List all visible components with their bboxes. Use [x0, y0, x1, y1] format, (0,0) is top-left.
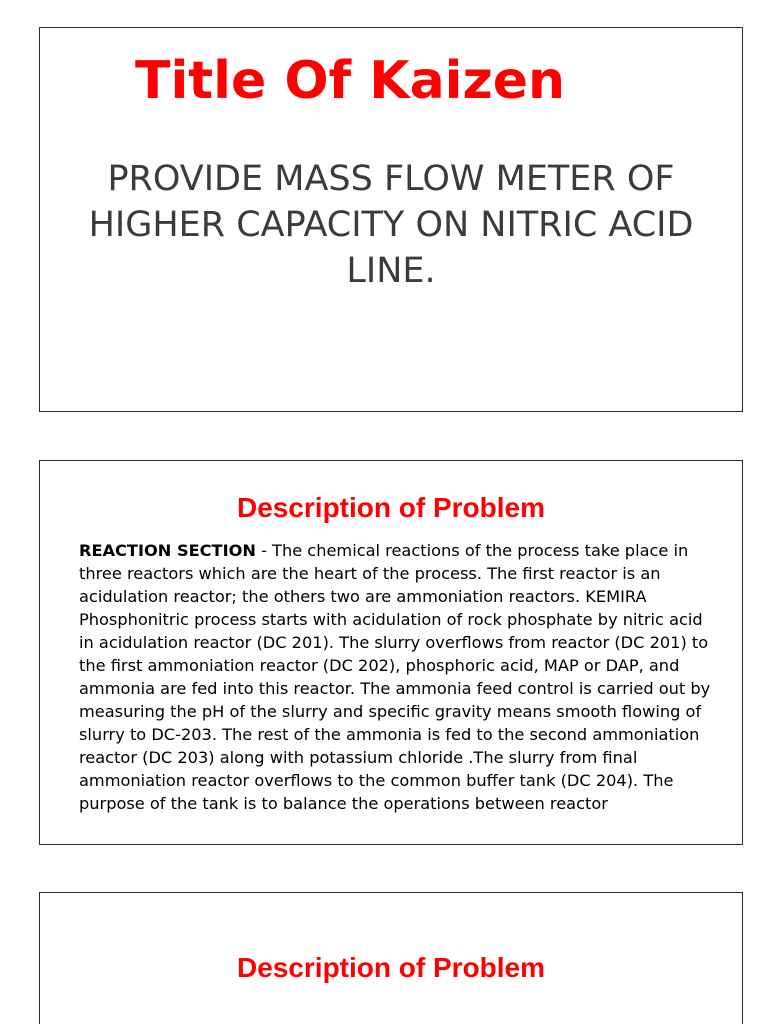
section-heading: Description of Problem: [236, 952, 546, 983]
problem-description-text: [79, 539, 719, 861]
kaizen-title: Title Of Kaizen: [135, 51, 566, 111]
section-heading: Description of Problem: [236, 492, 546, 523]
problem-description-body: - The chemical reactions of the process take place in three reactors which are the heart of the process. The first reactor is an acidulation reactor; the others two are ammoniation reactors. KEMIRA Phosphonitric process starts with acidulation of rock phosphate by nitric acid in acidulation reactor (DC 201). The slurry overflows from reactor (DC 201) to the first ammoniation reactor (DC 202), phosphoric acid, MAP or DAP, and ammonia are fed into this reactor. The ammonia feed control is carried out by measuring the pH of the slurry and specific gravity means smooth flowing of slurry to DC-203. The rest of the ammonia is fed to the second ammoniation reactor (DC 203) along with potassium chloride .The slurry from final ammoniation reactor overflows to the common buffer tank (DC 204). The purpose of the tank is to balance the operations between reactor: [79, 541, 711, 813]
problem-description-slide-2: [39, 892, 743, 1024]
title-slide: [39, 27, 743, 412]
reaction-section-label: REACTION SECTION: [79, 541, 256, 560]
kaizen-subtitle: PROVIDE MASS FLOW METER OF HIGHER CAPACITY ON NITRIC ACID LINE.: [88, 159, 694, 291]
